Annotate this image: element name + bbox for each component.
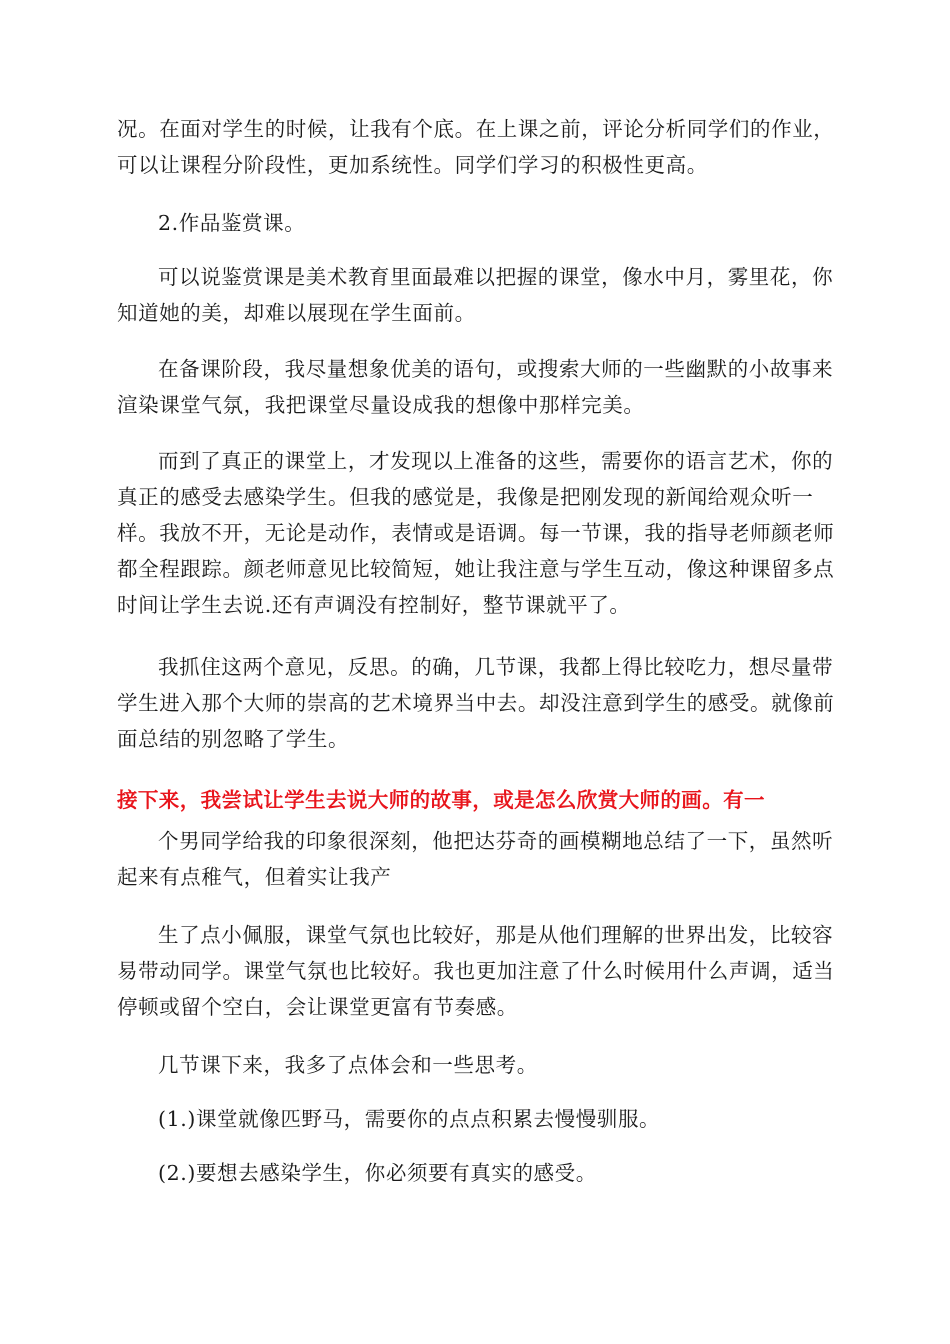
paragraph-continuation: 况。在面对学生的时候，让我有个底。在上课之前，评论分析同学们的作业，可以让课程分阶段性，更加系统性。同学们学习的积极性更高。 (117, 117, 835, 177)
paragraph-preparation: 在备课阶段，我尽量想象优美的语句，或搜索大师的一些幽默的小故事来渲染课堂气氛，我把课堂尽量设成我的想像中那样完美。 (117, 357, 834, 417)
list-item-2: (2.)要想去感染学生，你必须要有真实的感受。 (158, 1161, 597, 1185)
list-item-1: (1.)课堂就像匹野马，需要你的点点积累去慢慢驯服。 (158, 1107, 661, 1131)
section-heading-appreciation: 2.作品鉴赏课。 (158, 211, 306, 235)
paragraph-student-story: 个男同学给我的印象很深刻，他把达芬奇的画模糊地总结了一下，虽然听起来有点稚气，但着实让我产 (117, 829, 834, 889)
paragraph-summary: 几节课下来，我多了点体会和一些思考。 (158, 1053, 538, 1077)
paragraph-appreciation-intro: 可以说鉴赏课是美术教育里面最难以把握的课堂，像水中月，雾里花，你知道她的美，却难以展现在学生面前。 (117, 265, 834, 325)
paragraph-atmosphere: 生了点小佩服，课堂气氛也比较好，那是从他们理解的世界出发，比较容易带动同学。课堂气氛也比较好。我也更加注意了什么时候用什么声调，适当停顿或留个空白，会让课堂更富有节奏感。 (117, 923, 835, 1019)
highlighted-line: 接下来，我尝试让学生去说大师的故事，或是怎么欣赏大师的画。有一 (117, 788, 765, 812)
paragraph-classroom-reality: 而到了真正的课堂上，才发现以上准备的这些，需要你的语言艺术，你的真正的感受去感染学生。但我的感觉是，我像是把刚发现的新闻给观众听一样。我放不开，无论是动作，表情或是语调。每一节课，我的指导老师颜老师都全程跟踪。颜老师意见比较简短，她让我注意与学生互动，像这种课留多点时间让学生去说.还有声调没有控制好，整节课就平了。 (117, 449, 835, 617)
paragraph-reflection: 我抓住这两个意见，反思。的确，几节课，我都上得比较吃力，想尽量带学生进入那个大师的崇高的艺术境界当中去。却没注意到学生的感受。就像前面总结的别忽略了学生。 (117, 655, 835, 751)
